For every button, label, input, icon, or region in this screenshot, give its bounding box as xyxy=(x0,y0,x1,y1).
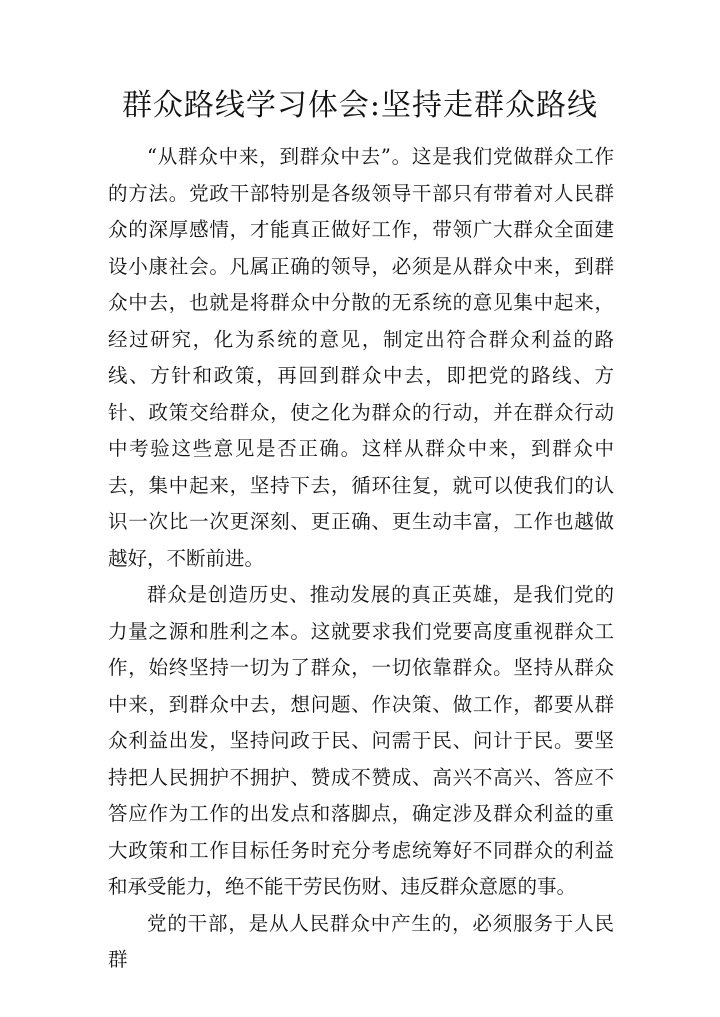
paragraph-2: 群众是创造历史、推动发展的真正英雄，是我们党的力量之源和胜利之本。这就要求我们党要高度重视群众工作，始终坚持一切为了群众，一切依靠群众。坚持从群众中来，到群众中去，想问题、作决策、做工作，都要从群众利益出发，坚持问政于民、问需于民、问计于民。要坚持把人民拥护不拥护、赞成不赞成、高兴不高兴、答应不答应作为工作的出发点和落脚点，确定涉及群众利益的重大政策和工作目标任务时充分考虑统筹好不同群众的利益和承受能力，绝不能干劳民伤财、违反群众意愿的事。 xyxy=(108,583,614,898)
paragraph-1: “从群众中来，到群众中去”。这是我们党做群众工作的方法。党政干部特别是各级领导干部只有带着对人民群众的深厚感情，才能真正做好工作，带领广大群众全面建设小康社会。凡属正确的领导，必须是从群众中来，到群众中去，也就是将群众中分散的无系统的意见集中起来，经过研究，化为系统的意见，制定出符合群众利益的路线、方针和政策，再回到群众中去，即把党的路线、方针、政策交给群众，使之化为群众的行动，并在群众行动中考验这些意见是否正确。这样从群众中来，到群众中去，集中起来，坚持下去，循环往复，就可以使我们的认识一次比一次更深刻、更正确、更生动丰富，工作也越做越好，不断前进。 xyxy=(108,145,614,570)
paragraph-3: 党的干部，是从人民群众中产生的，必须服务于人民群 xyxy=(108,911,614,971)
document-body xyxy=(108,139,614,979)
document-title: 群众路线学习体会:坚持走群众路线 xyxy=(121,88,599,123)
